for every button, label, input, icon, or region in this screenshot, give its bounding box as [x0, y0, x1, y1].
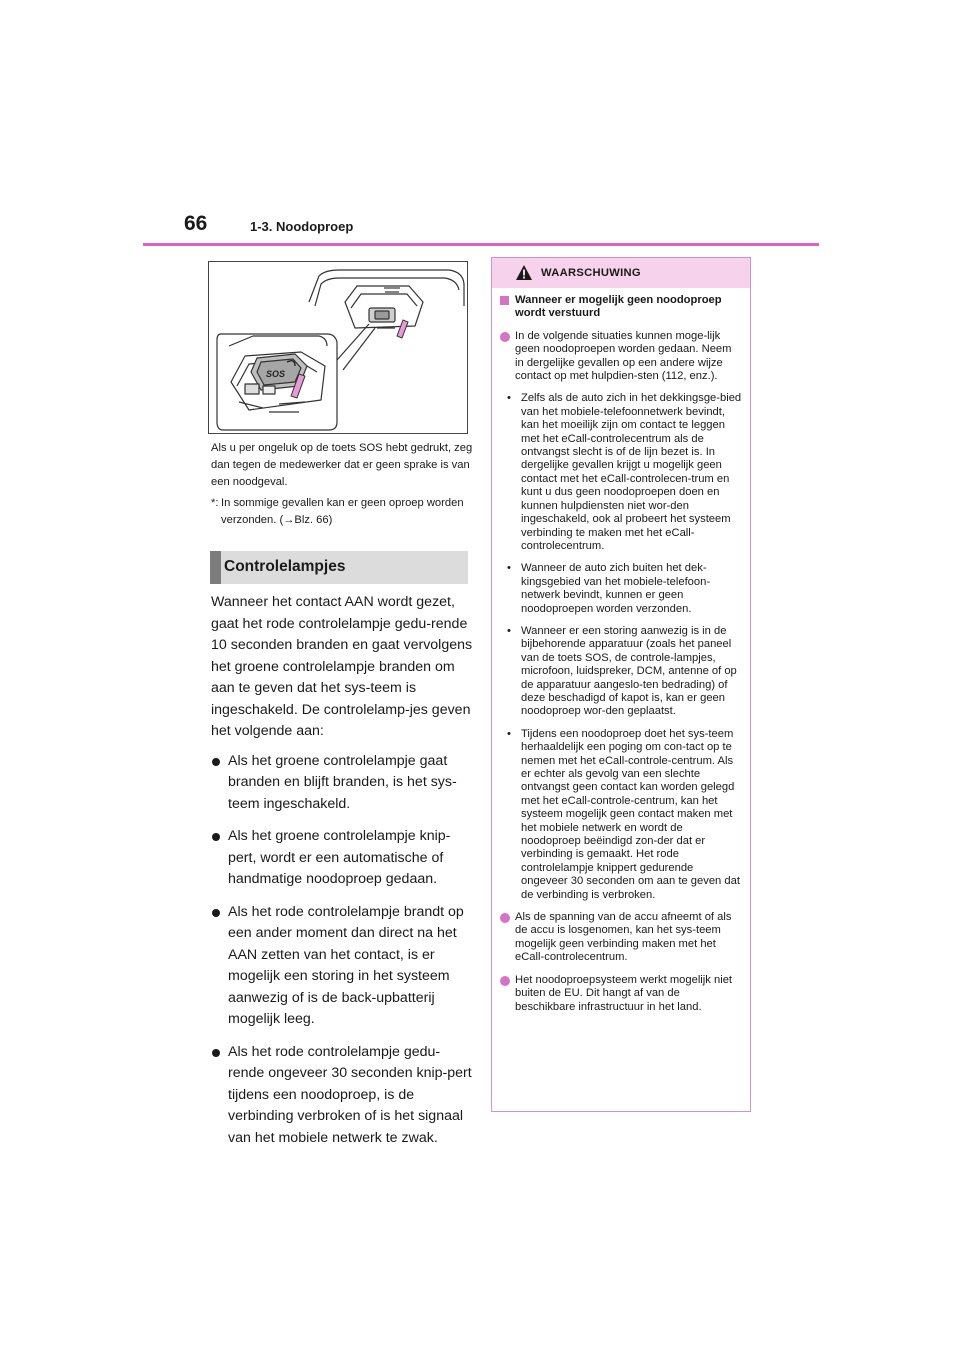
list-item	[211, 1042, 473, 1150]
list-item-text: Als het groene controlelampje gaat branden en blijft branden, is het sys-teem ingeschakeld.	[228, 752, 457, 812]
list-item-text: Als het groene controlelampje knip-pert, wordt er een automatische of handmatige noodoproep gedaan.	[228, 828, 451, 887]
section-title: 1-3. Noodoproep	[250, 219, 354, 234]
circle-bullet-icon	[500, 976, 510, 986]
warning-point-text: In de volgende situaties kunnen moge-lijk geen noodoproepen worden gedaan. Neem in dergelijke gevallen op een andere wijze contact op met hulpdien-sten (112, enz.).	[515, 329, 732, 383]
footnote	[211, 495, 473, 529]
sos-button-illustration	[208, 261, 468, 434]
heading-accent	[210, 551, 221, 584]
overhead-console-drawing	[209, 262, 467, 433]
warning-point	[500, 911, 742, 965]
circle-bullet-icon	[500, 332, 510, 342]
main-body	[211, 592, 473, 1160]
footnote-mark: *:	[211, 497, 219, 509]
list-item-text: Als het rode controlelampje gedu-rende ongeveer 30 seconden knip-pert tijdens een noodoproep, is de verbinding verbroken of is het signaal van het mobiele netwerk te zwak.	[228, 1043, 472, 1146]
bullet-dot-icon	[212, 833, 220, 841]
warning-sub-item-text: Wanneer de auto zich buiten het dek-kingsgebied van het mobiele-telefoon-netwerk bevindt, kunnen er geen noodoproepen worden verzonden.	[521, 562, 711, 615]
warning-header	[492, 258, 750, 288]
warning-subheading	[500, 294, 742, 321]
page-number: 66	[184, 212, 208, 235]
section-heading: Controlelampjes	[224, 558, 346, 575]
section-heading-bar	[210, 551, 468, 584]
warning-triangle-icon	[515, 264, 533, 281]
warning-sub-item-text: Wanneer er een storing aanwezig is in de bijbehorende apparatuur (zoals het paneel van de toets SOS, de controle-lampjes, microfoon, luidspreker, DCM, antenne of op de apparatuur aangeslo-ten bedrading) of deze beschadigd of kapot is, kan er geen noodoproep wor-den geplaatst.	[521, 624, 737, 718]
list-item-text: Als het rode controlelampje brandt op een ander moment dan direct na het AAN zetten van het contact, is er mogelijk een storing in het systeem aanwezig of is de back-upbatterij mogelijk leeg.	[228, 903, 464, 1027]
header-rule	[143, 243, 819, 246]
warning-box	[491, 257, 751, 1112]
bullet-dot-icon	[212, 758, 220, 766]
warning-sub-item: • Wanneer de auto zich buiten het dek-kingsgebied van het mobiele-telefoon-netwerk bevindt, kunnen er geen noodoproepen worden verzonden.	[507, 562, 711, 615]
warning-subheading-text: Wanneer er mogelijk geen noodoproep wordt verstuurd	[515, 294, 722, 320]
warning-title: WAARSCHUWING	[541, 267, 641, 279]
sos-label: SOS	[266, 369, 286, 379]
warning-sub-item-text: Zelfs als de auto zich in het dekkingsge-bied van het mobiele-telefoonnetwerk bevindt, kan het moeilijk zijn om contact te leggen met het eCall-controlecentrum als de ontvangst slecht is of de lijn bezet is. In dergelijke gevallen krijgt u mogelijk geen contact met het eCall-controlecen-trum en kunt u dus geen noodoproepen doen en kunnen hulpdiensten niet wor-den ingeschakeld, ook al probeert het systeem verbinding te maken met het eCall-controlecentrum.	[521, 392, 742, 552]
square-bullet-icon	[500, 296, 509, 305]
warning-sub-item: • Zelfs als de auto zich in het dekkingsge-bied van het mobiele-telefoonnetwerk bevindt, kan het moeilijk zijn om contact te leggen met het eCall-controlecentrum als de ontvangst slecht is of de lijn bezet is. In dergelijke gevallen krijgt u mogelijk geen contact met het eCall-controlecen-trum en kunt u dus geen noodoproepen doen en kunnen hulpdiensten niet wor-den ingeschakeld, ook al probeert het systeem verbinding te maken met het eCall-controlecentrum.	[507, 392, 742, 552]
warning-point-text: Als de spanning van de accu afneemt of als de accu is losgenomen, kan het sys-teem mogelijk geen verbinding maken met het eCall-controlecentrum.	[515, 911, 732, 964]
list-item	[211, 826, 473, 891]
list-item	[211, 902, 473, 1031]
warning-sub-item: • Tijdens een noodoproep doet het sys-teem herhaaldelijk een poging om con-tact op te nemen met het eCall-controle-centrum. Als er echter als gevolg van een slechte ontvangst geen contact kan worden gelegd met het eCall-controle-centrum, kan het systeem mogelijk geen contact maken met het mobiele netwerk en wordt de noodoproep beëindigd zon-der dat er verbinding is gemaakt. Het rode controlelampje knippert gedurende ongeveer 30 seconden om aan te geven dat de verbinding is verbroken.	[507, 727, 740, 901]
indicator-list	[211, 751, 473, 1150]
warning-sub-item-text: Tijdens een noodoproep doet het sys-teem herhaaldelijk een poging om con-tact op te nemen met het eCall-controle-centrum. Als er echter als gevolg van een slechte ontvangst geen contact kan worden gelegd met het eCall-controle-centrum, kan het systeem mogelijk geen contact maken met het mobiele netwerk en wordt de noodoproep beëindigd zon-der dat er verbinding is gemaakt. Het rode controlelampje knippert gedurende ongeveer 30 seconden om aan te geven dat de verbinding is verbroken.	[521, 727, 740, 901]
intro-paragraph: Wanneer het contact AAN wordt gezet, gaat het rode controlelampje gedu-rende 10 seconden branden en gaat vervolgens het groene controlelampje branden om aan te geven dat het sys-teem is ingeschakeld. De controlelamp-jes geven het volgende aan:	[211, 594, 473, 739]
illustration-caption: Als u per ongeluk op de toets SOS hebt gedrukt, zeg dan tegen de medewerker dat er geen sprake is van een noodgeval.	[211, 442, 473, 488]
bullet-dot-icon	[212, 1049, 220, 1057]
bullet-dot-icon	[212, 909, 220, 917]
warning-body	[492, 288, 750, 1014]
list-item	[211, 751, 473, 816]
warning-sub-item: • Wanneer er een storing aanwezig is in de bijbehorende apparatuur (zoals het paneel van de toets SOS, de controle-lampjes, microfoon, luidspreker, DCM, antenne of op de apparatuur aangeslo-ten bedrading) of deze beschadigd of kapot is, kan er geen noodoproep wor-den geplaatst.	[507, 624, 737, 718]
footnote-text: In sommige gevallen kan er geen oproep worden verzonden. (→Blz. 66)	[221, 497, 464, 526]
circle-bullet-icon	[500, 913, 510, 923]
warning-point-text: Het noodoproepsysteem werkt mogelijk niet buiten de EU. Dit hangt af van de beschikbare infrastructuur in het land.	[515, 973, 733, 1013]
warning-point	[500, 330, 742, 384]
warning-point	[500, 974, 742, 1014]
